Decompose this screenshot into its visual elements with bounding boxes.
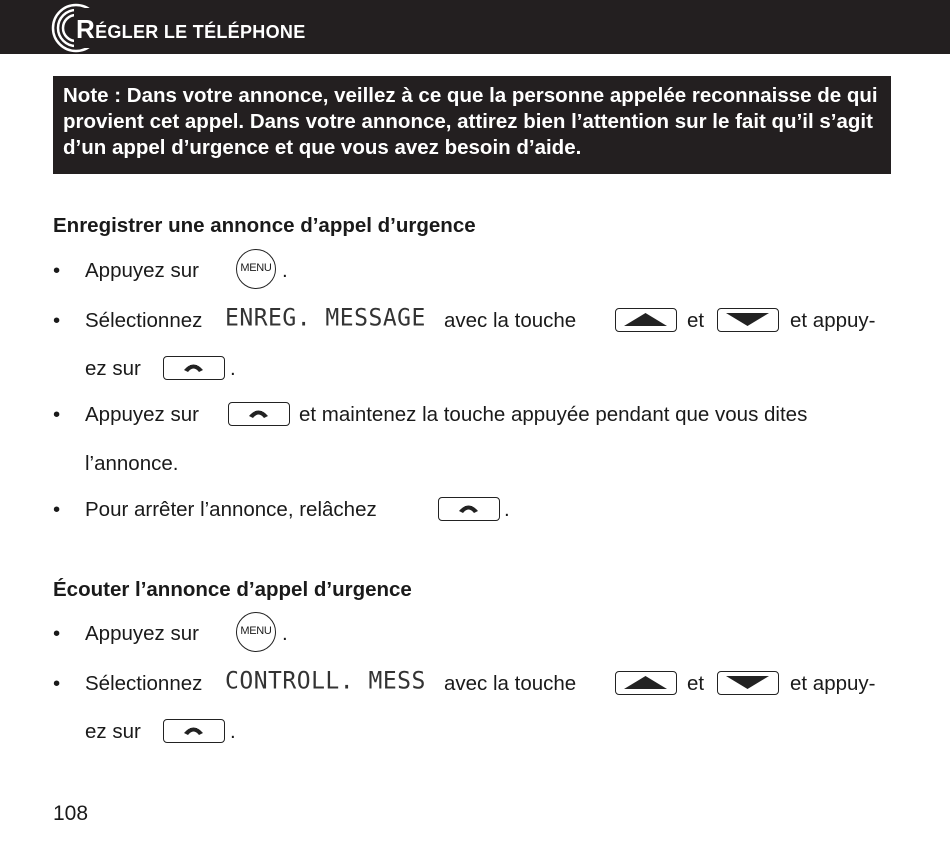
header-bar [0,0,950,54]
phone-key-icon [438,497,500,521]
list-item: • Sélectionnez ENREG. MESSAGE avec la touche et et appuy- [53,304,876,332]
page-number: 108 [53,802,89,825]
page-title: RÉGLER LE TÉLÉPHONE [76,14,306,44]
menu-button-icon: MENU [236,612,276,652]
list-item: • Sélectionnez CONTROLL. MESS avec la touche et et appuy- [53,667,876,695]
lcd-text: CONTROLL. MESS [225,667,426,695]
list-item: • Appuyez sur MENU . [53,259,353,289]
list-item: • Appuyez sur MENU . [53,622,353,652]
list-item-continuation: l’annonce. [85,452,179,475]
phone-key-icon [163,356,225,380]
up-arrow-key-icon [615,671,677,695]
down-arrow-key-icon [717,671,779,695]
up-arrow-key-icon [615,308,677,332]
phone-key-icon [228,402,290,426]
note-text: Note : Dans votre annonce, veillez à ce que la personne appelée reconnaisse de qui provient cet appel. Dans votre annonce, attirez bien l’attention sur le fait qu’il s’agit d’un appel d’urgence et que vous avez besoin d’aide. [63,84,878,159]
section-title-record: Enregistrer une annonce d’appel d’urgence [53,214,476,237]
down-arrow-key-icon [717,308,779,332]
phone-key-icon [163,719,225,743]
section-title-listen: Écouter l’annonce d’appel d’urgence [53,578,412,601]
menu-button-icon: MENU [236,249,276,289]
list-item: • Pour arrêter l’annonce, relâchez . [53,498,510,521]
list-item: • Appuyez sur et maintenez la touche appuyée pendant que vous dites [53,403,808,426]
lcd-text: ENREG. MESSAGE [225,304,426,332]
note-box [53,76,891,174]
